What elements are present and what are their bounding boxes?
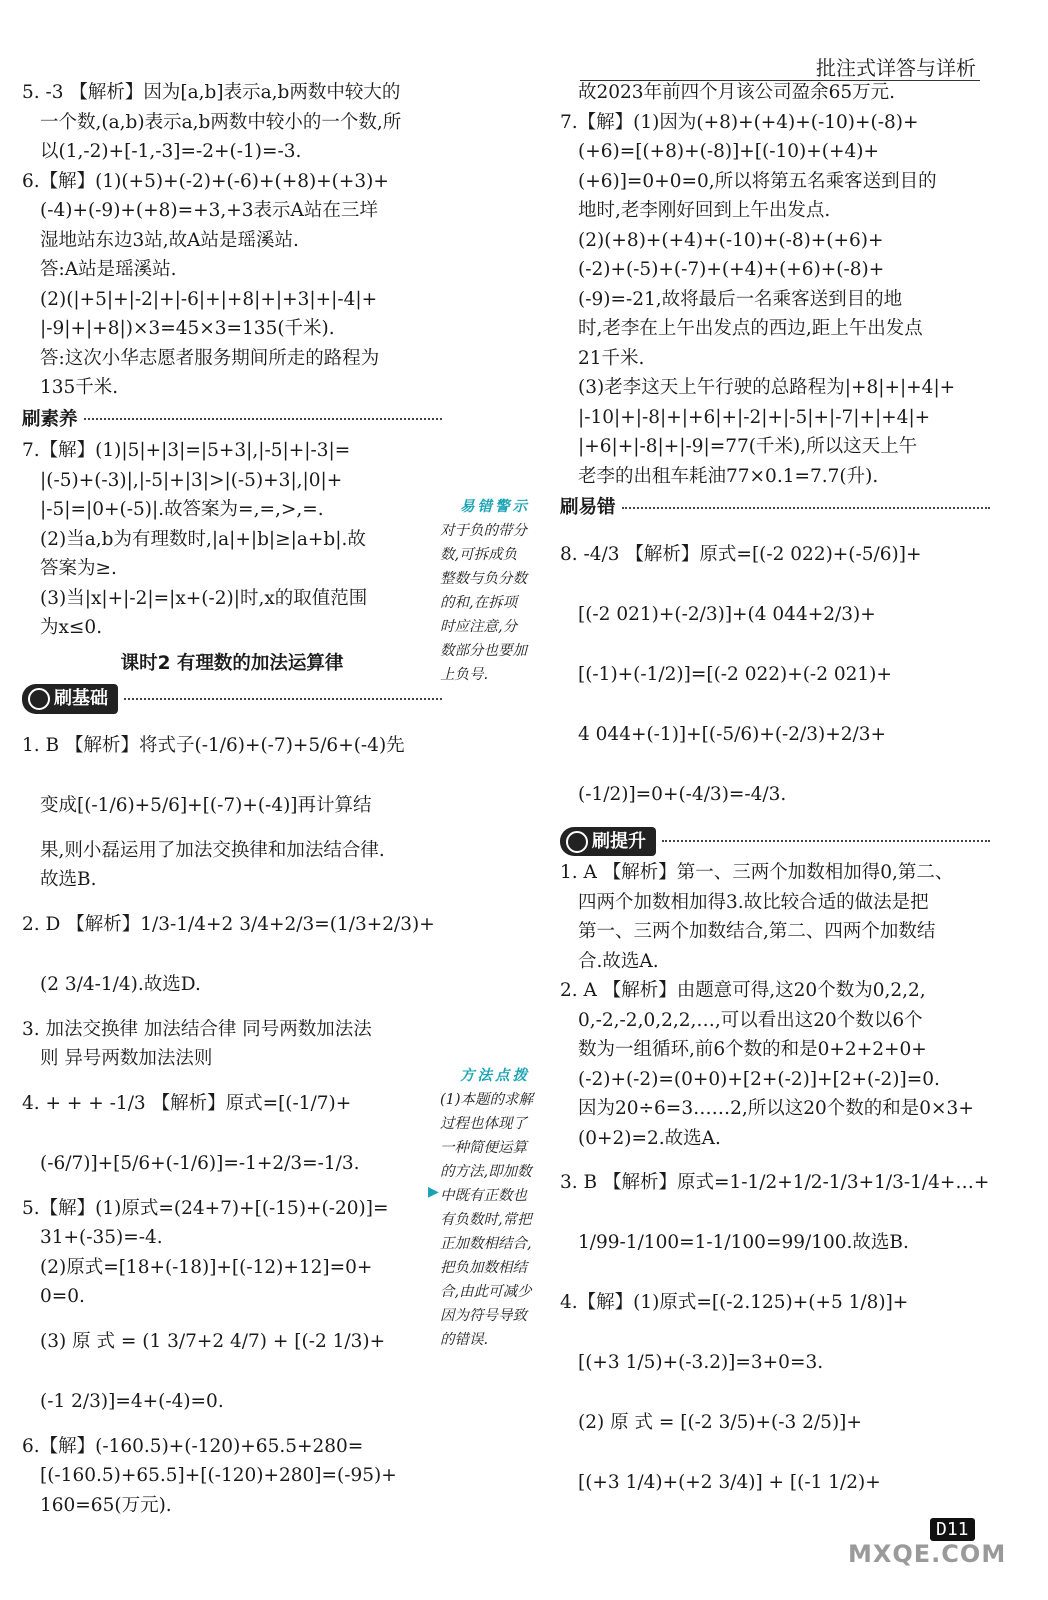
line: 2. D 【解析】1/3-1/4+2 3/4+2/3=(1/3+2/3)+ [22, 913, 435, 935]
basic-answer-3 [22, 1015, 442, 1074]
basic-answer-1 [22, 716, 442, 836]
line: |+6|+|-8|+|-9|=77(千米),所以这天上午 [578, 436, 918, 457]
line: |-9|+|+8|)×3=45×3=135(千米). [40, 318, 335, 339]
line: 4 044+(-1)]+[(-5/6)+(-2/3)+2/3+ [578, 723, 887, 745]
line: 1. B 【解析】将式子(-1/6)+(-7)+5/6+(-4)先 [22, 734, 405, 756]
line: 时应注意,分 [440, 619, 518, 635]
line: 5. -3 【解析】因为[a,b]表示a,b两数中较大的 [22, 82, 401, 103]
line: 老李的出租车耗油77×0.1=7.7(升). [578, 465, 879, 487]
answer-7 [22, 436, 442, 643]
line: (-1/2)]=0+(-4/3)=-4/3. [578, 783, 787, 805]
line: 答:A站是瑶溪站. [40, 259, 177, 280]
page-number: D11 [930, 1518, 975, 1541]
line: (-6/7)]+[5/6+(-1/6)]=-1+2/3=-1/3. [40, 1152, 360, 1174]
answer-5 [22, 78, 442, 167]
line: (2)当a,b为有理数时,|a|+|b|≥|a+b|.故 [40, 528, 366, 550]
line: 3. 加法交换律 加法结合律 同号两数加法法 [22, 1018, 372, 1040]
line: 1/99-1/100=1-1/100=99/100.故选B. [578, 1232, 909, 1253]
line: 湿地站东边3站,故A站是瑶溪站. [40, 229, 299, 251]
line: 一种简便运算 [440, 1140, 527, 1156]
basic-answer-5 [22, 1194, 442, 1432]
line: 0=0. [40, 1286, 85, 1307]
line: (2) 原 式 = [(-2 3/5)+(-3 2/5)]+ [578, 1412, 862, 1433]
line: 为x≤0. [40, 617, 103, 638]
line: [(-2 021)+(-2/3)]+(4 044+2/3)+ [578, 603, 876, 625]
section-heading-suyang: 刷素养 [22, 405, 442, 435]
line: |(-5)+(-3)|,|-5|+|3|>|(-5)+3|,|0|+ [40, 469, 343, 491]
advanced-answer-1 [560, 858, 990, 976]
advanced-answer-3 [560, 1153, 990, 1273]
line: 中既有正数也 [440, 1188, 527, 1204]
line: 有负数时,常把 [440, 1212, 532, 1228]
line: 一个数,(a,b)表示a,b两数中较小的一个数,所 [40, 111, 402, 133]
line: 故2023年前四个月该公司盈余65万元. [578, 82, 896, 103]
line: |-10|+|-8|+|+6|+|-2|+|-5|+|-7|+|+4|+ [578, 406, 931, 428]
line: 对于负的带分 [440, 523, 527, 539]
line: 变成[(-1/6)+5/6]+[(-7)+(-4)]再计算结 [40, 794, 372, 816]
line: (3)老李这天上午行驶的总路程为|+8|+|+4|+ [578, 377, 956, 398]
line: 6.【解】(-160.5)+(-120)+65.5+280= [22, 1435, 364, 1457]
line: 果,则小磊运用了加法交换律和加法结合律. [40, 839, 385, 861]
line: 8. -4/3 【解析】原式=[(-2 022)+(-5/6)]+ [560, 543, 922, 565]
line: [(-160.5)+65.5]+[(-120)+280]=(-95)+ [40, 1465, 397, 1486]
line: [(+3 1/5)+(-3.2)]=3+0=3. [578, 1352, 824, 1373]
line: 2. A 【解析】由题意可得,这20个数为0,2,2, [560, 980, 926, 1001]
line: 的和,在拆项 [440, 595, 518, 611]
line: 31+(-35)=-4. [40, 1227, 163, 1248]
section-heading-tisheng: 刷提升 [560, 827, 990, 857]
line: (1)本题的求解 [440, 1092, 534, 1108]
line: (-2)+(-5)+(-7)+(+4)+(+6)+(-8)+ [578, 259, 885, 280]
line: (-9)=-21,故将最后一名乘客送到目的地 [578, 288, 903, 310]
line: (-2)+(-2)=(0+0)+[2+(-2)]+[2+(-2)]=0. [578, 1068, 940, 1090]
line: 1. A 【解析】第一、三两个加数相加得0,第二、 [560, 862, 954, 883]
line: 数为一组循环,前6个数的和是0+2+2+0+ [578, 1039, 927, 1060]
line: 把负加数相结 [440, 1260, 527, 1276]
sidenote-title: 易错警示 [460, 498, 530, 515]
section-heading-jichu: 刷基础 [22, 684, 442, 714]
line: (+6)=[(+8)+(-8)]+[(-10)+(+4)+ [578, 141, 879, 162]
line: 的错误. [440, 1332, 489, 1348]
line: 时,老李在上午出发点的西边,距上午出发点 [578, 318, 923, 339]
pointer-arrow-icon: ▶ [428, 1184, 439, 1200]
line: 第一、三两个加数结合,第二、四两个加数结 [578, 921, 936, 942]
line: 合,由此可减少 [440, 1284, 532, 1300]
line: 合.故选A. [578, 950, 659, 972]
sidenote-error-warning [440, 495, 550, 687]
line: 正加数相结合, [440, 1236, 532, 1252]
line: [(-1)+(-1/2)]=[(-2 022)+(-2 021)+ [578, 663, 892, 685]
line: 故选B. [40, 869, 97, 890]
basic-answer-2 [22, 895, 442, 1015]
answer-6 [22, 167, 442, 403]
right-column [560, 78, 990, 1513]
line: 数,可拆成负 [440, 547, 518, 563]
line: 4.【解】(1)原式=[(-2.125)+(+5 1/8)]+ [560, 1292, 909, 1313]
line: 7.【解】(1)|5|+|3|=|5+3|,|-5|+|-3|= [22, 440, 351, 461]
line: 3. B 【解析】原式=1-1/2+1/2-1/3+1/3-1/4+…+ [560, 1172, 990, 1193]
line: 21千米. [578, 347, 645, 369]
line: 160=65(万元). [40, 1494, 172, 1516]
line: |-5|=|0+(-5)|.故答案为=,=,>,=. [40, 499, 324, 520]
line: (0+2)=2.故选A. [578, 1127, 721, 1149]
line: 整数与负分数 [440, 571, 527, 587]
watermark: MXQE.COM [848, 1540, 1007, 1568]
line: 以(1,-2)+[-1,-3]=-2+(-1)=-3. [40, 141, 302, 162]
line: (+6)]=0+0=0,所以将第五名乘客送到目的 [578, 170, 937, 192]
line: 的方法,即加数 [440, 1164, 532, 1180]
line: (3)当|x|+|-2|=|x+(-2)|时,x的取值范围 [40, 587, 368, 609]
basic-answer-4 [22, 1074, 442, 1194]
left-column [22, 78, 442, 1520]
lesson-title: 课时2 有理数的加法运算律 [120, 652, 344, 674]
line: 四两个加数相加得3.故比较合适的做法是把 [578, 891, 929, 913]
answer-7-right [560, 108, 990, 492]
sidenote-title: 方法点拨 [460, 1067, 530, 1084]
line: (2)原式=[18+(-18)]+[(-12)+12]=0+ [40, 1256, 373, 1278]
line: 因为20÷6=3……2,所以这20个数的和是0×3+ [578, 1098, 974, 1119]
line: 答:这次小华志愿者服务期间所走的路程为 [40, 347, 380, 369]
line: (3) 原 式 = (1 3/7+2 4/7) + [(-2 1/3)+ [40, 1330, 386, 1352]
answer-8 [560, 525, 990, 825]
line: (-4)+(-9)+(+8)=+3,+3表示A站在三垟 [40, 200, 378, 221]
line: 因为符号导致 [440, 1308, 527, 1324]
sidenote-method-tip [440, 1064, 550, 1352]
line: (2)(+8)+(+4)+(-10)+(-8)+(+6)+ [578, 229, 884, 251]
line: 过程也体现了 [440, 1116, 527, 1132]
line: (2)(|+5|+|-2|+|-6|+|+8|+|+3|+|-4|+ [40, 288, 378, 310]
section-heading-yicuo: 刷易错 [560, 493, 990, 523]
line: 5.【解】(1)原式=(24+7)+[(-15)+(-20)]= [22, 1197, 389, 1219]
advanced-answer-4 [560, 1273, 990, 1513]
line: 7.【解】(1)因为(+8)+(+4)+(-10)+(-8)+ [560, 111, 919, 133]
line: (2 3/4-1/4).故选D. [40, 973, 201, 995]
basic-answer-6 [22, 1432, 442, 1521]
line: 地时,老李刚好回到上午出发点. [578, 200, 831, 221]
line: 则 异号两数加法法则 [40, 1048, 213, 1069]
line: 上负号. [440, 667, 489, 683]
line: 数部分也要加 [440, 643, 527, 659]
line: 4. + + + -1/3 【解析】原式=[(-1/7)+ [22, 1092, 352, 1114]
line: [(+3 1/4)+(+2 3/4)] + [(-1 1/2)+ [578, 1472, 881, 1493]
line: (-1 2/3)]=4+(-4)=0. [40, 1390, 224, 1412]
line: 答案为≥. [40, 558, 117, 579]
line: 6.【解】(1)(+5)+(-2)+(-6)+(+8)+(+3)+ [22, 170, 389, 192]
advanced-answer-2 [560, 976, 990, 1153]
page-header-title: 批注式详答与详析 [816, 56, 976, 80]
line: 135千米. [40, 377, 119, 398]
line: 0,-2,-2,0,2,2,…,可以看出这20个数以6个 [578, 1009, 923, 1031]
